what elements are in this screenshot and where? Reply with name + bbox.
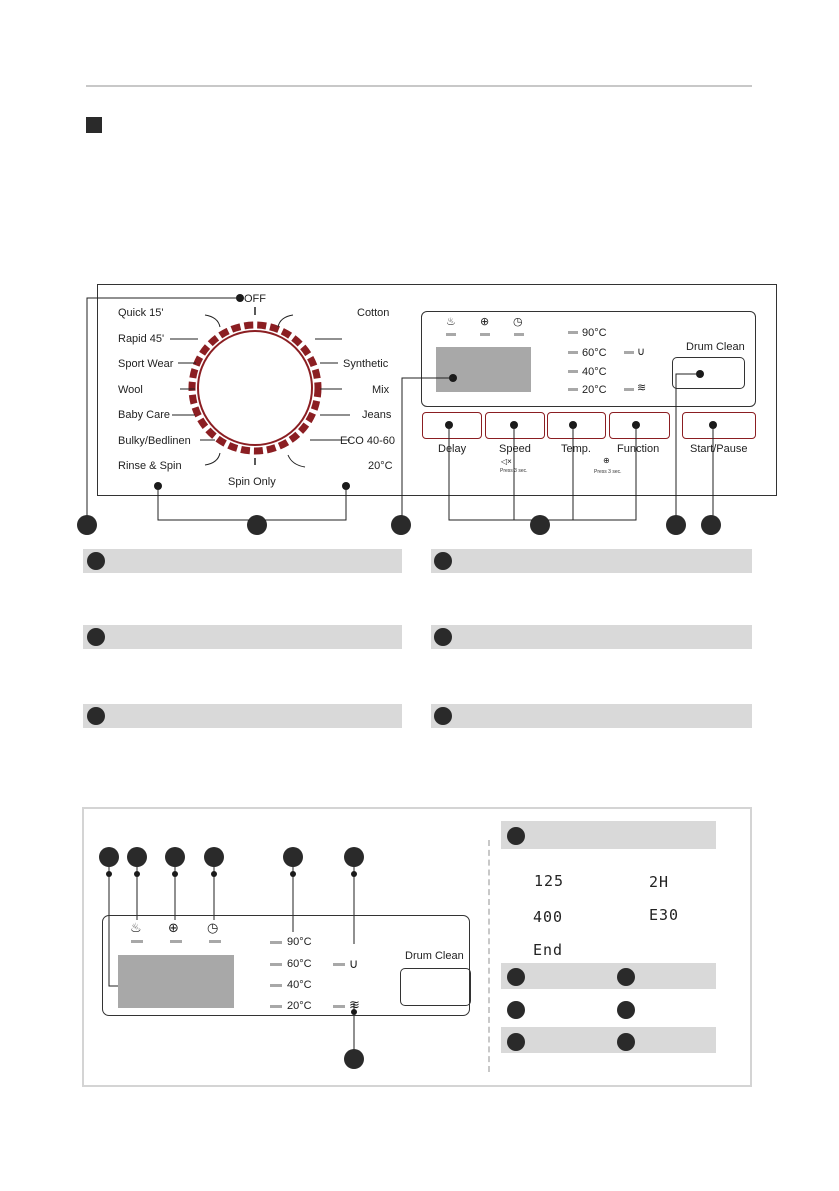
program-20c: 20°C [368,460,393,472]
delay-label: Delay [438,443,467,455]
lcd-row-dot-2a [507,1001,525,1019]
detail-callout-soak [344,1049,364,1069]
detail-soak-led [333,1005,345,1008]
detail-temp-20: 20°C [287,1000,312,1012]
detail-delay-icon: ◷ [207,920,219,935]
start-pause-label: Start/Pause [690,443,748,455]
detail-lcd-screen [118,955,234,1008]
lcd-code-end: End [533,941,564,959]
detail-callout-rinse [344,847,364,867]
lcd-row-dot-1a [507,968,525,986]
detail-temp-40: 40°C [287,979,312,991]
temp-60: 60°C [582,347,607,359]
detail-divider [488,840,490,1072]
detail-childlock-icon: ⊕ [168,920,179,935]
detail-delay-led [209,940,221,943]
drum-clean-label: Drum Clean [686,341,745,353]
detail-childlock-led [170,940,182,943]
legend-dot-3 [87,628,105,646]
detail-rinse-icon: ∪ [349,956,359,971]
detail-temp-60: 60°C [287,958,312,970]
legend-bar-5 [83,704,402,728]
program-wool: Wool [118,384,143,396]
temp-20: 20°C [582,384,607,396]
program-mix: Mix [372,384,390,396]
callout-display [391,515,411,535]
detail-led-40 [270,984,282,987]
lcd-legend-header [501,821,716,849]
prewash-icon: ♨ [446,316,456,328]
detail-callout-temp [283,847,303,867]
detail-callout-screen [99,847,119,867]
speed-press-hint: Press 3 sec. [500,468,528,474]
legend-dot-2 [434,552,452,570]
callout-drumclean [666,515,686,535]
detail-temp-90: 90°C [287,936,312,948]
program-eco: ECO 40-60 [340,435,396,447]
detail-drum-clean-button[interactable] [400,968,471,1006]
detail-drum-clean-label: Drum Clean [405,950,464,962]
program-spin-only: Spin Only [228,476,276,488]
detail-led-60 [270,963,282,966]
program-quick15: Quick 15' [118,307,164,319]
legend-dot-6 [434,707,452,725]
child-lock-icon: ⊕ [480,316,490,328]
function-press-hint: Press 3 sec. [594,469,622,475]
temp-90: 90°C [582,327,607,339]
extra-rinse-icon: ∪ [637,346,646,358]
callout-start [701,515,721,535]
soak-icon: ≋ [637,382,647,394]
child-lock-combo-icon: ⊕ [603,456,610,465]
callout-dial [247,515,267,535]
legend-bar-4 [431,625,752,649]
program-rinse-spin: Rinse & Spin [118,460,182,472]
detail-prewash-icon: ♨ [130,920,142,935]
program-jeans: Jeans [362,409,392,421]
lcd-row-dot-2b [617,1001,635,1019]
lcd-row-bar-1 [501,963,716,989]
speed-label: Speed [499,443,531,455]
program-off: OFF [244,293,266,305]
lcd-code-400: 400 [533,908,564,926]
detail-callout-delay [204,847,224,867]
legend-dot-5 [87,707,105,725]
lcd-row-dot-1b [617,968,635,986]
program-sport-wear: Sport Wear [118,358,174,370]
callout-buttons [530,515,550,535]
lcd-row-bar-3 [501,1027,716,1053]
callout-power [77,515,97,535]
lcd-legend-dot [507,827,525,845]
temp-label: Temp. [561,443,591,455]
mute-icon: ◁× [501,457,512,466]
detail-callout-childlock [165,847,185,867]
lcd-code-e30: E30 [649,906,680,924]
detail-soak-icon: ≋ [349,997,360,1012]
detail-prewash-led [131,940,143,943]
lcd-row-dot-3a [507,1033,525,1051]
legend-bar-6 [431,704,752,728]
temp-40: 40°C [582,366,607,378]
lcd-code-125: 125 [534,872,565,890]
program-baby-care: Baby Care [118,409,170,421]
detail-rinse-led [333,963,345,966]
delay-timer-icon: ◷ [513,316,523,328]
lcd-row-dot-3b [617,1033,635,1051]
legend-bar-2 [431,549,752,573]
legend-bar-3 [83,625,402,649]
detail-led-20 [270,1005,282,1008]
program-cotton: Cotton [357,307,390,319]
legend-bar-1 [83,549,402,573]
legend-dot-1 [87,552,105,570]
program-bulky: Bulky/Bedlinen [118,435,191,447]
detail-led-90 [270,941,282,944]
program-rapid45: Rapid 45' [118,333,165,345]
program-synthetic: Synthetic [343,358,389,370]
leader-lines [0,0,839,560]
legend-dot-4 [434,628,452,646]
detail-callout-prewash [127,847,147,867]
function-label: Function [617,443,660,455]
lcd-code-2h: 2H [649,873,670,891]
